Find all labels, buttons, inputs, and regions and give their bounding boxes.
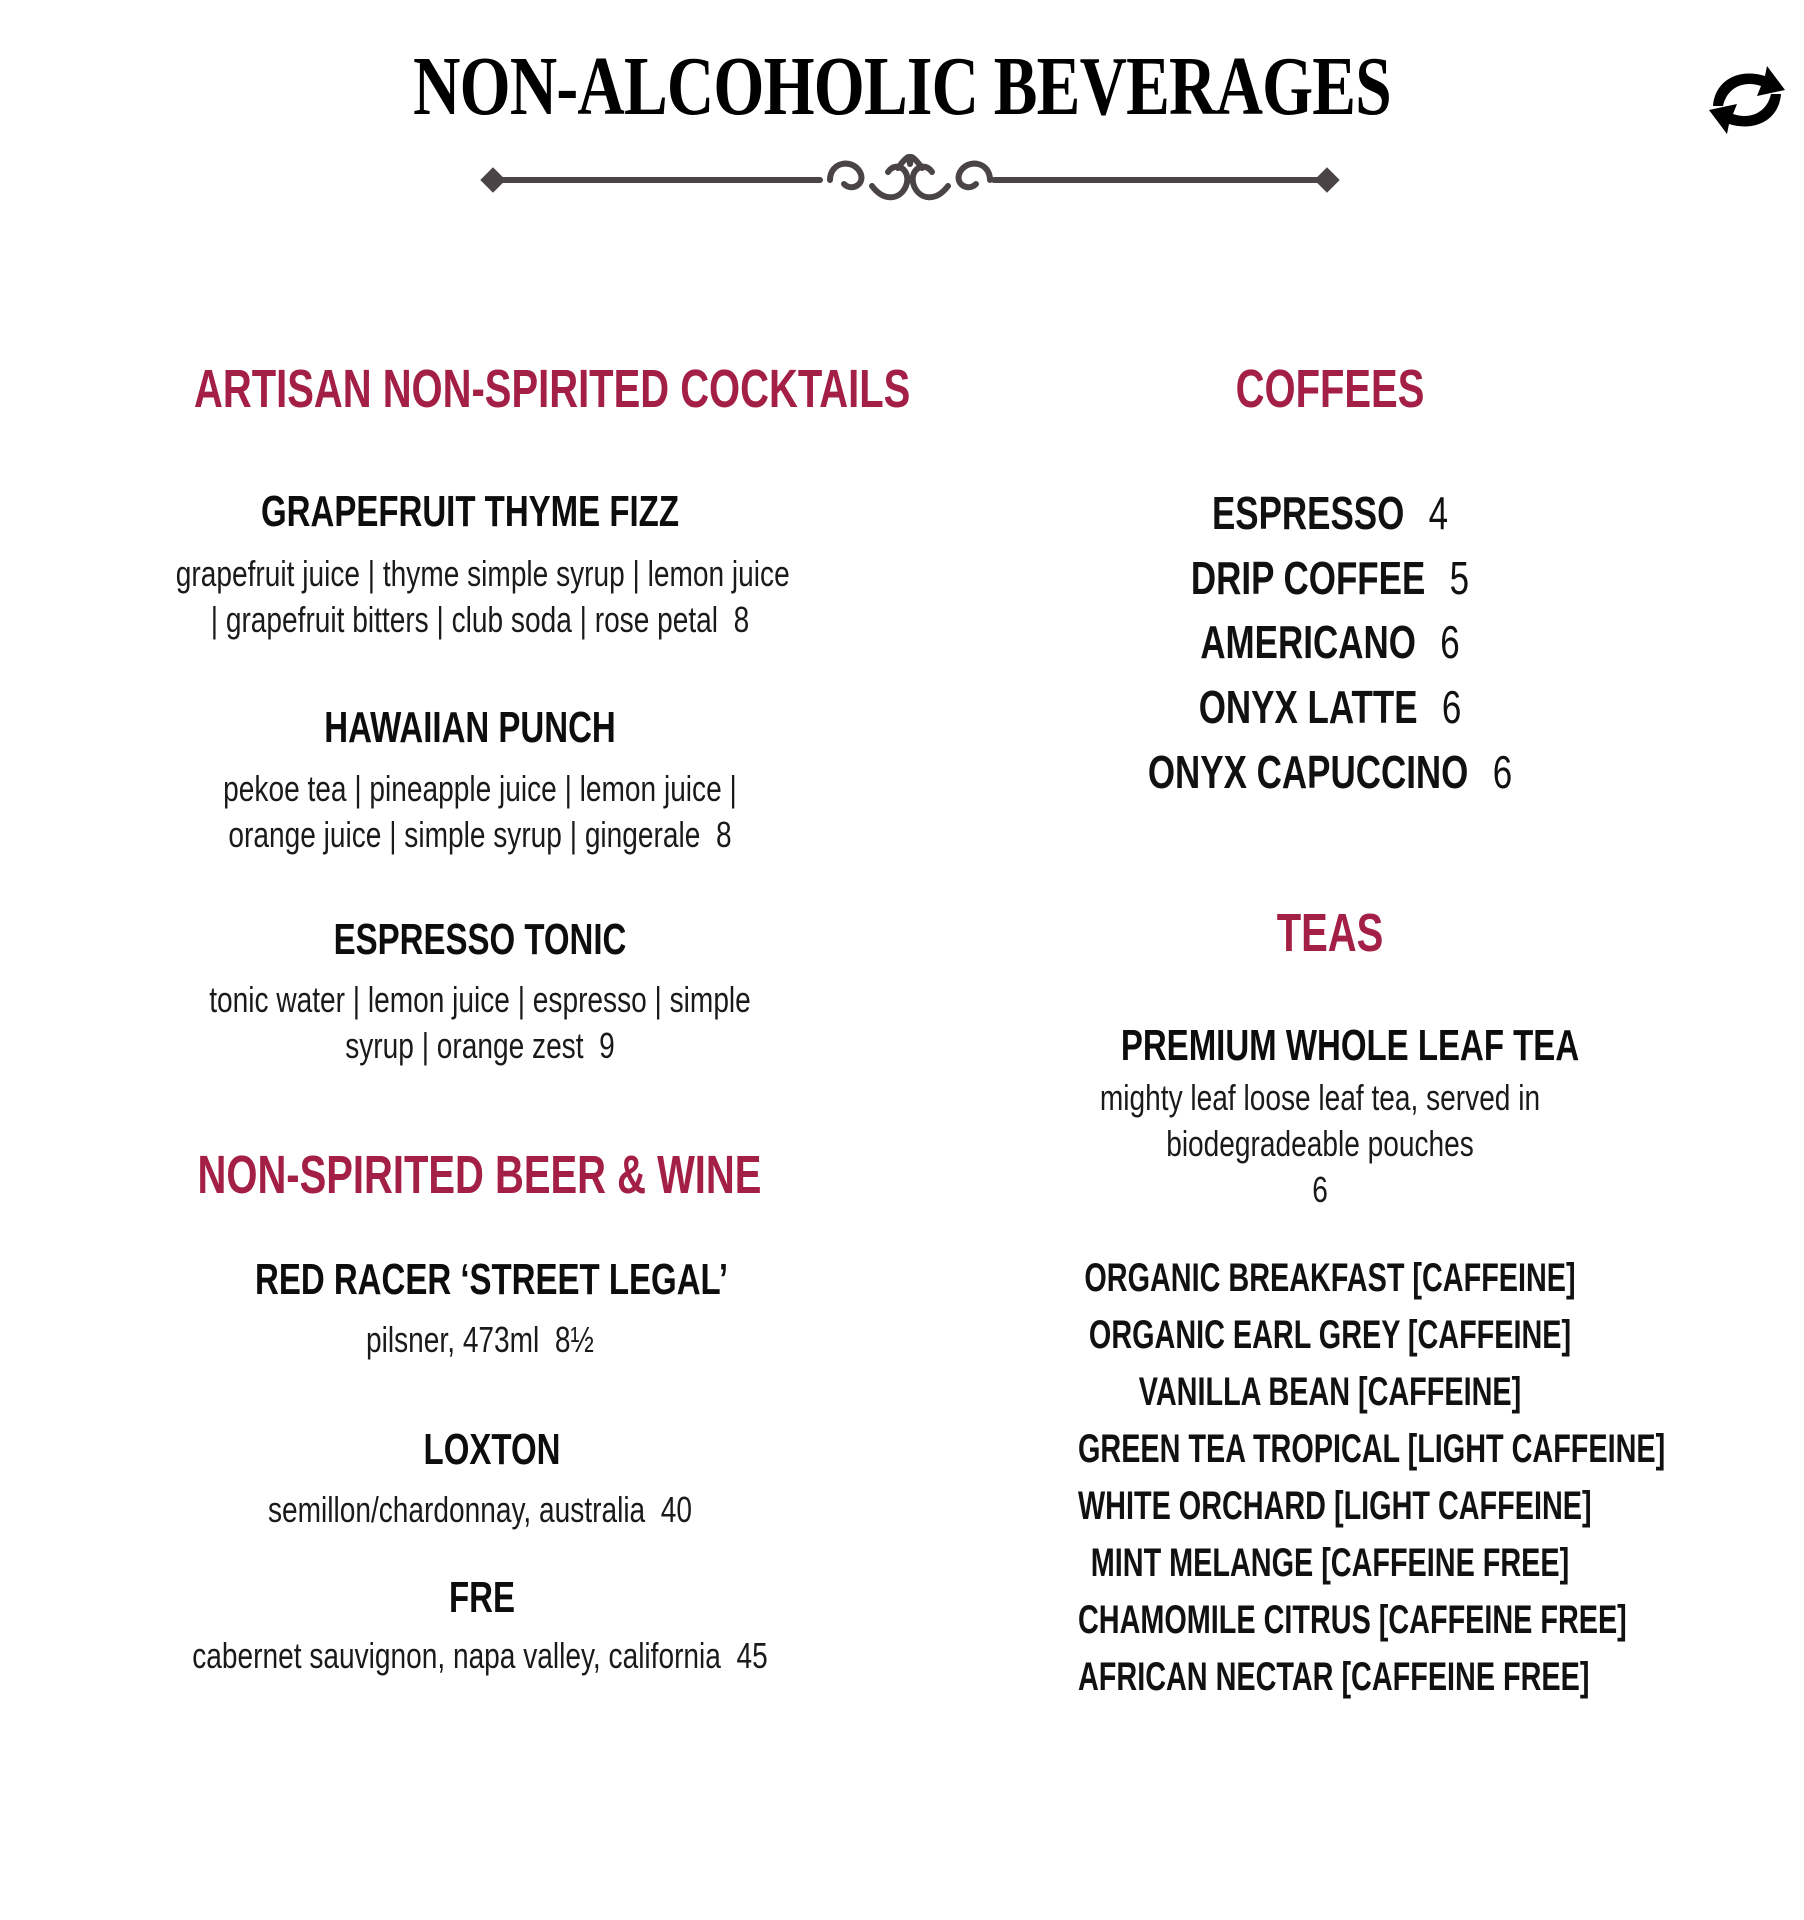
- item-title-grapefruit-thyme-fizz: GRAPEFRUIT THYME FIZZ: [261, 487, 679, 536]
- item-title-loxton: LOXTON: [423, 1425, 561, 1474]
- section-title-beer-wine: NON-SPIRITED BEER & WINE: [197, 1145, 762, 1205]
- item-desc-espresso-tonic: tonic water | lemon juice | espresso | simple syrup | orange zest 9: [209, 979, 751, 1066]
- item-title-hawaiian-punch: HAWAIIAN PUNCH: [324, 703, 616, 752]
- section-title-coffees: COFFEES: [1235, 359, 1425, 419]
- section-title-cocktails: ARTISAN NON-SPIRITED COCKTAILS: [194, 359, 911, 419]
- refresh-icon[interactable]: [1705, 62, 1789, 138]
- tea-variety: ORGANIC BREAKFAST [CAFFEINE]: [1084, 1256, 1576, 1300]
- flourish-divider-icon: [480, 150, 1340, 210]
- price: 6: [1492, 746, 1513, 798]
- item-desc-fre: cabernet sauvignon, napa valley, california 45: [192, 1635, 768, 1676]
- coffee-item-espresso: ESPRESSO 4: [1211, 487, 1449, 539]
- item-title-fre: FRE: [449, 1573, 515, 1622]
- coffee-item-drip-coffee: DRIP COFFEE 5: [1190, 552, 1470, 604]
- tea-variety: MINT MELANGE [CAFFEINE FREE]: [1090, 1541, 1570, 1585]
- item-title-red-racer: RED RACER ‘STREET LEGAL’: [255, 1255, 729, 1304]
- tea-variety: VANILLA BEAN [CAFFEINE]: [1138, 1370, 1522, 1414]
- tea-variety: CHAMOMILE CITRUS [CAFFEINE FREE]: [1078, 1598, 1627, 1642]
- tea-variety: AFRICAN NECTAR [CAFFEINE FREE]: [1078, 1655, 1590, 1699]
- price: 8: [715, 814, 732, 855]
- price: 8: [733, 599, 750, 640]
- page-title: NON-ALCOHOLIC BEVERAGES: [413, 40, 1391, 133]
- price: 6: [1440, 616, 1460, 668]
- item-desc-loxton: semillon/chardonnay, australia 40: [267, 1489, 693, 1530]
- coffee-item-onyx-latte: ONYX LATTE 6: [1198, 681, 1462, 733]
- tea-variety: ORGANIC EARL GREY [CAFFEINE]: [1088, 1313, 1572, 1357]
- item-desc-red-racer: pilsner, 473ml 8½: [366, 1319, 594, 1360]
- price: 5: [1449, 552, 1470, 604]
- price: 40: [660, 1489, 693, 1530]
- item-title-espresso-tonic: ESPRESSO TONIC: [333, 915, 627, 964]
- item-desc-premium-whole-leaf-tea: mighty leaf loose leaf tea, served in biodegradeable pouches 6: [1039, 1075, 1601, 1213]
- price: 45: [736, 1635, 768, 1676]
- tea-variety: WHITE ORCHARD [LIGHT CAFFEINE]: [1078, 1484, 1592, 1528]
- price: 6: [1312, 1169, 1328, 1210]
- item-desc-hawaiian-punch: pekoe tea | pineapple juice | lemon juice | orange juice | simple syrup | gingerale 8: [223, 768, 737, 855]
- price: 9: [599, 1025, 615, 1066]
- tea-variety: GREEN TEA TROPICAL [LIGHT CAFFEINE]: [1078, 1427, 1666, 1471]
- price: 6: [1441, 681, 1462, 733]
- item-title-premium-whole-leaf-tea: PREMIUM WHOLE LEAF TEA: [1120, 1021, 1580, 1070]
- price: 4: [1428, 487, 1449, 539]
- coffee-item-americano: AMERICANO 6: [1200, 616, 1460, 668]
- section-title-teas: TEAS: [1276, 903, 1384, 963]
- item-desc-grapefruit-thyme-fizz: grapefruit juice | thyme simple syrup | lemon juice | grapefruit bitters | club soda | rose petal 8: [175, 553, 790, 640]
- price: 8½: [554, 1319, 594, 1360]
- coffee-item-onyx-capuccino: ONYX CAPUCCINO 6: [1147, 746, 1513, 798]
